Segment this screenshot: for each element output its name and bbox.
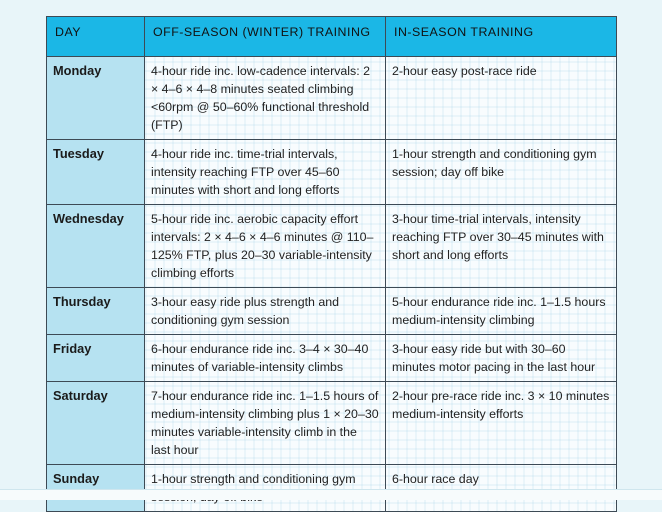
off-season-cell: 5-hour ride inc. aerobic capacity effort intervals: 2 × 4–6 × 4–6 minutes @ 110–125% FTP, plus 20–30 variable-intensity climbing efforts [145, 205, 386, 288]
off-season-cell: 1-hour strength and conditioning gym [145, 465, 386, 512]
in-season-cell: 2-hour pre-race ride inc. 3 × 10 minutes medium-intensity efforts [386, 382, 617, 465]
header-day: DAY [47, 17, 145, 57]
day-cell: Monday [47, 57, 145, 140]
day-cell: Wednesday [47, 205, 145, 288]
table-row [47, 288, 617, 335]
table-row [47, 57, 617, 140]
table-row [47, 335, 617, 382]
header-row [47, 17, 617, 57]
off-season-cell: 6-hour endurance ride inc. 3–4 × 30–40 minutes of variable-intensity climbs [145, 335, 386, 382]
in-season-cell: 1-hour strength and conditioning gym session; day off bike [386, 140, 617, 205]
in-season-cell: 2-hour easy post-race ride [386, 57, 617, 140]
in-season-cell: 3-hour time-trial intervals, intensity reaching FTP over 30–45 minutes with short and long efforts [386, 205, 617, 288]
training-schedule [46, 16, 616, 512]
training-table [46, 16, 617, 512]
table-row [47, 205, 617, 288]
day-cell: Tuesday [47, 140, 145, 205]
table-row [47, 140, 617, 205]
off-season-cell: 3-hour easy ride plus strength and conditioning gym session [145, 288, 386, 335]
off-season-cell: 7-hour endurance ride inc. 1–1.5 hours of medium-intensity climbing plus 1 × 20–30 minutes variable-intensity climb in the last hour [145, 382, 386, 465]
page-bottom-strip [0, 489, 662, 500]
in-season-cell: 5-hour endurance ride inc. 1–1.5 hours medium-intensity climbing [386, 288, 617, 335]
header-off-season: OFF-SEASON (WINTER) TRAINING [145, 17, 386, 57]
day-cell: Sunday [47, 465, 145, 512]
in-season-cell: 6-hour race day [386, 465, 617, 512]
off-season-cell: 4-hour ride inc. low-cadence intervals: 2 × 4–6 × 4–8 minutes seated climbing <60rpm @ 50–60% functional threshold (FTP) [145, 57, 386, 140]
day-cell: Saturday [47, 382, 145, 465]
day-cell: Friday [47, 335, 145, 382]
in-season-cell: 3-hour easy ride but with 30–60 minutes motor pacing in the last hour [386, 335, 617, 382]
table-row [47, 382, 617, 465]
day-cell: Thursday [47, 288, 145, 335]
off-season-cell: 4-hour ride inc. time-trial intervals, intensity reaching FTP over 45–60 minutes with short and long efforts [145, 140, 386, 205]
header-in-season: IN-SEASON TRAINING [386, 17, 617, 57]
table-row [47, 465, 617, 512]
